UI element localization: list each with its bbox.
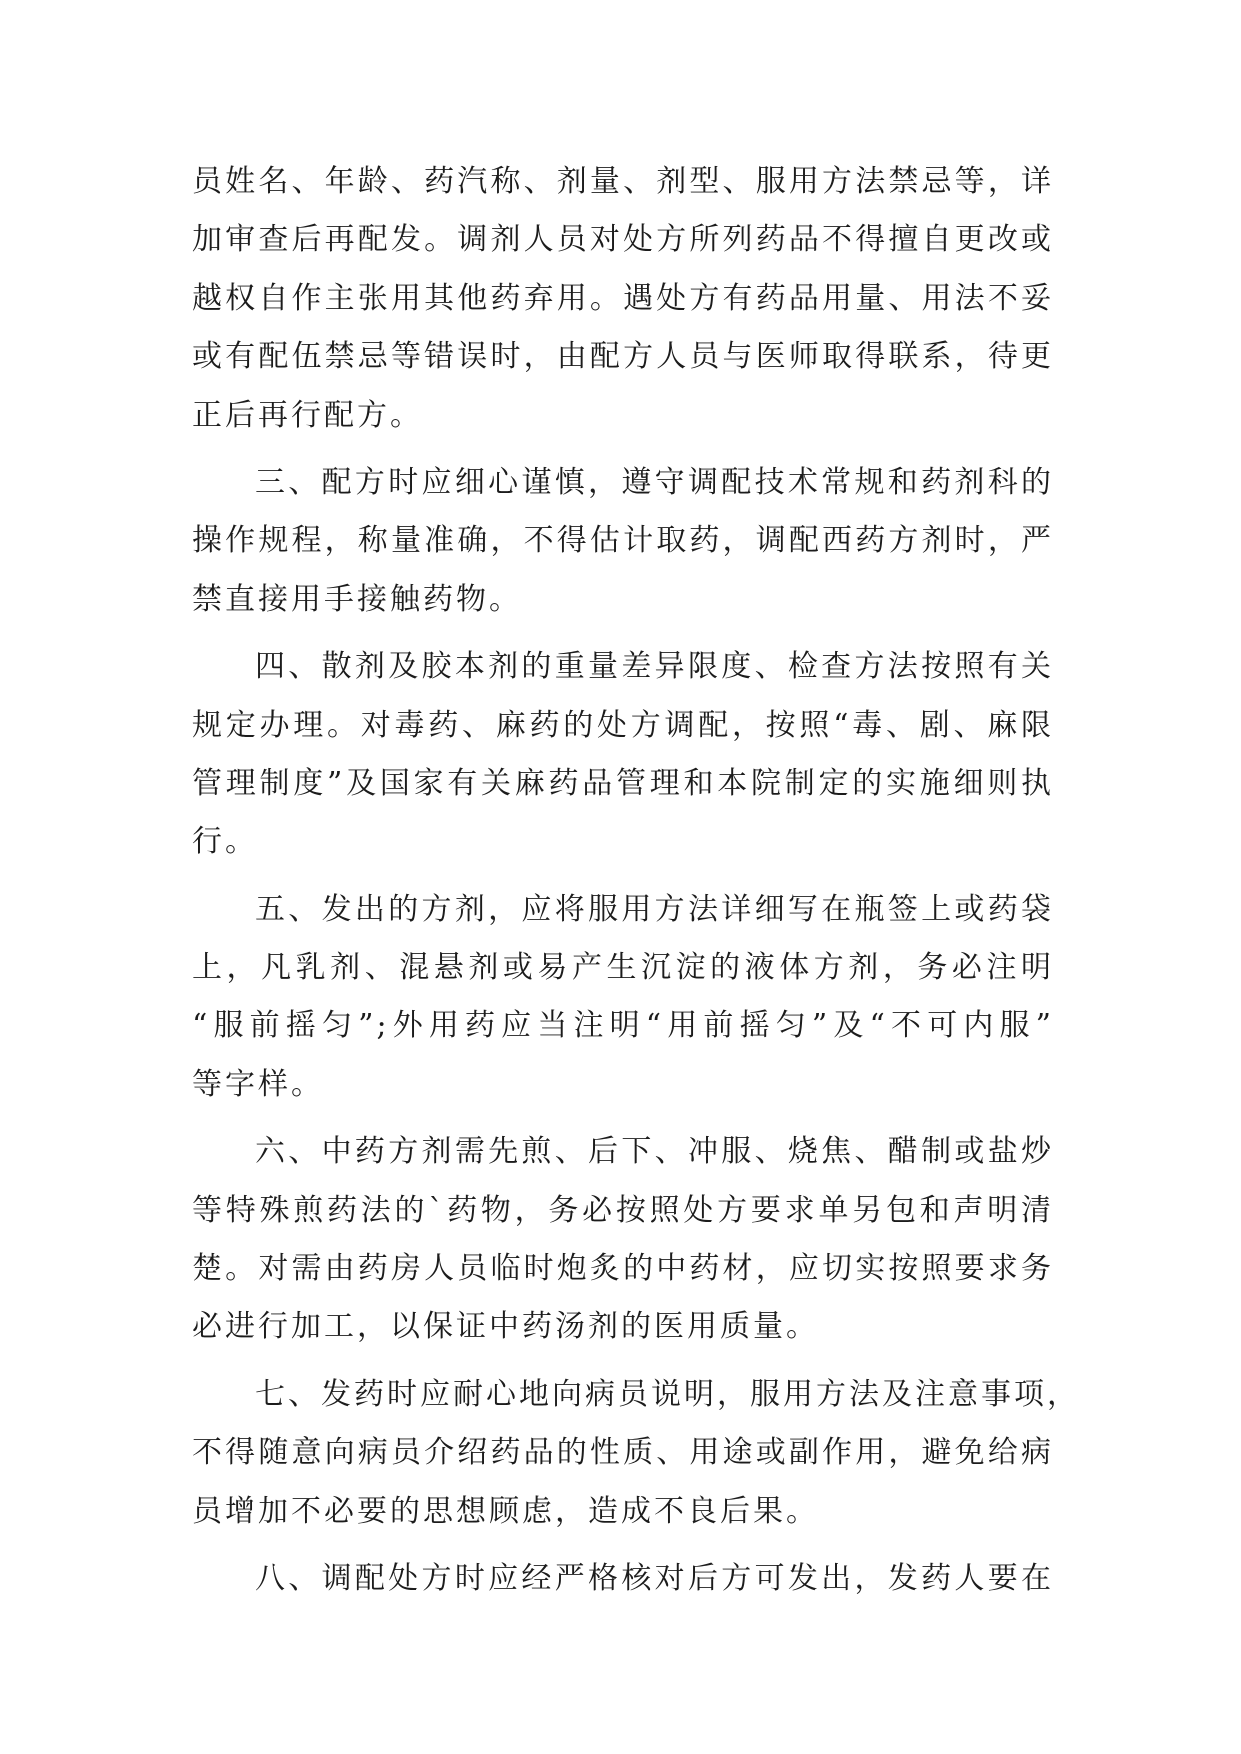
text-line: 等字样。 bbox=[192, 1066, 324, 1102]
text-line: 行。 bbox=[192, 824, 258, 860]
text-line: 规定办理。对毒药、麻药的处方调配，按照“毒、剧、麻限 bbox=[192, 707, 1054, 743]
text-line: 上，凡乳剂、混悬剂或易产生沉淀的液体方剂，务必注明 bbox=[192, 950, 1054, 986]
text-line: 八、调配处方时应经严格核对后方可发出，发药人要在 bbox=[255, 1560, 1054, 1596]
text-line: 四、散剂及胶本剂的重量差异限度、检查方法按照有关 bbox=[255, 649, 1054, 685]
text-line: 必进行加工，以保证中药汤剂的医用质量。 bbox=[192, 1309, 819, 1345]
text-line: 三、配方时应细心谨慎，遵守调配技术常规和药剂科的 bbox=[255, 464, 1054, 500]
text-line: 管理制度”及国家有关麻药品管理和本院制定的实施细则执 bbox=[192, 765, 1054, 801]
text-line: 五、发出的方剂，应将服用方法详细写在瓶签上或药袋 bbox=[255, 891, 1054, 927]
text-line: 楚。对需由药房人员临时炮炙的中药材，应切实按照要求务 bbox=[192, 1251, 1054, 1287]
paragraph-rule-5 bbox=[192, 881, 1054, 1115]
text-line: 员姓名、年龄、药汽称、剂量、剂型、服用方法禁忌等，详 bbox=[192, 164, 1054, 199]
paragraph-rule-3 bbox=[192, 454, 1054, 629]
text-line: 七、发药时应耐心地向病员说明，服用方法及注意事项， bbox=[255, 1376, 1080, 1412]
text-line: 员增加不必要的思想顾虑，造成不良后果。 bbox=[192, 1493, 819, 1529]
text-line: 加审查后再配发。调剂人员对处方所列药品不得擅自更改或 bbox=[192, 222, 1054, 258]
paragraph-continuation bbox=[192, 153, 1054, 445]
text-line: 禁直接用手接触药物。 bbox=[192, 581, 522, 617]
text-line: 等特殊煎药法的`药物，务必按照处方要求单另包和声明清 bbox=[192, 1192, 1054, 1228]
text-line: 正后再行配方。 bbox=[192, 397, 423, 433]
text-line: 六、中药方剂需先煎、后下、冲服、烧焦、醋制或盐炒 bbox=[255, 1134, 1054, 1170]
document-body bbox=[192, 153, 1080, 1608]
text-line: 不得随意向病员介绍药品的性质、用途或副作用，避免给病 bbox=[192, 1435, 1054, 1471]
paragraph-rule-7 bbox=[192, 1366, 1080, 1541]
text-line: 越权自作主张用其他药弃用。遇处方有药品用量、用法不妥 bbox=[192, 280, 1054, 316]
text-line: 或有配伍禁忌等错误时，由配方人员与医师取得联系，待更 bbox=[192, 339, 1054, 375]
text-line: “服前摇匀”;外用药应当注明“用前摇匀”及“不可内服” bbox=[192, 1008, 1054, 1044]
text-line: 操作规程，称量准确，不得估计取药，调配西药方剂时，严 bbox=[192, 523, 1054, 559]
paragraph-rule-8 bbox=[192, 1550, 1054, 1608]
paragraph-rule-4 bbox=[192, 638, 1054, 872]
paragraph-rule-6 bbox=[192, 1123, 1054, 1357]
